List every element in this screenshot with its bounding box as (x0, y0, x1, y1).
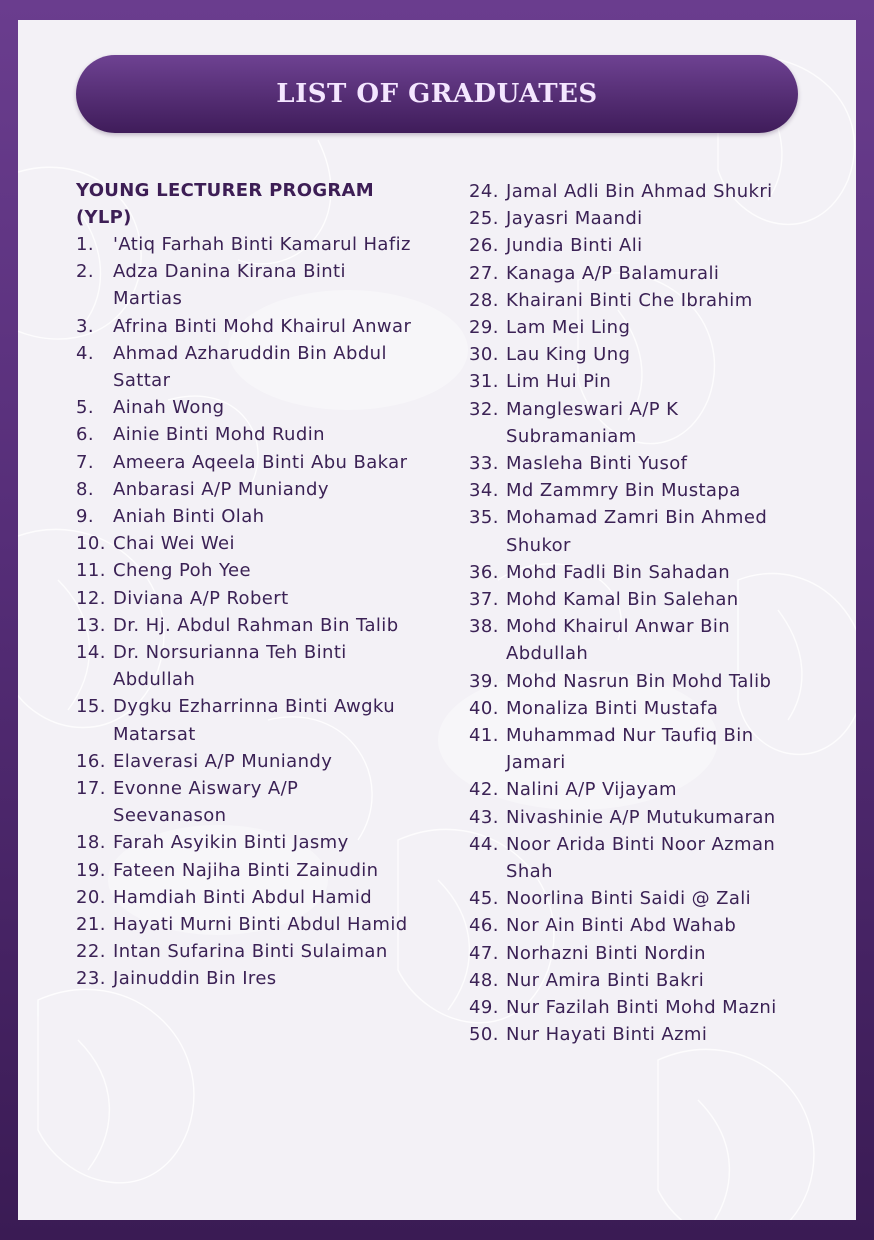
list-item (76, 449, 416, 476)
graduate-name: Nivashinie A/P Mutukumaran (506, 806, 776, 828)
graduate-name: Cheng Poh Yee (113, 560, 251, 582)
item-number: 9. (76, 506, 94, 528)
list-item (76, 585, 416, 612)
item-number: 39. (469, 670, 499, 692)
item-number: 41. (469, 725, 499, 747)
item-number: 48. (469, 969, 499, 991)
item-number: 40. (469, 697, 499, 719)
graduate-name: Dygku Ezharrinna Binti Awgku Matarsat (113, 696, 395, 745)
list-item (76, 503, 416, 530)
item-number: 19. (76, 859, 106, 881)
list-item (76, 911, 416, 938)
item-number: 32. (469, 398, 499, 420)
list-item (469, 885, 809, 912)
list-item (469, 314, 809, 341)
list-item (76, 258, 416, 312)
item-number: 16. (76, 750, 106, 772)
item-number: 21. (76, 914, 106, 936)
list-item (469, 722, 809, 776)
item-number: 44. (469, 833, 499, 855)
item-number: 7. (76, 451, 94, 473)
graduate-name: Nor Ain Binti Abd Wahab (506, 915, 737, 937)
graduate-name: Aniah Binti Olah (113, 506, 265, 528)
graduate-name: Afrina Binti Mohd Khairul Anwar (113, 315, 412, 337)
graduate-name: Hayati Murni Binti Abdul Hamid (113, 914, 408, 936)
item-number: 29. (469, 317, 499, 339)
graduate-name: Jundia Binti Ali (506, 235, 643, 257)
list-item (76, 938, 416, 965)
graduate-name: Ahmad Azharuddin Bin Abdul Sattar (113, 342, 387, 392)
item-number: 8. (76, 478, 94, 500)
graduate-name: Nur Fazilah Binti Mohd Mazni (506, 997, 777, 1019)
list-item (469, 504, 809, 558)
graduate-name: Noor Arida Binti Noor Azman Shah (506, 833, 776, 883)
item-number: 42. (469, 779, 499, 801)
item-number: 25. (469, 208, 499, 230)
graduate-name: Khairani Binti Che Ibrahim (506, 289, 753, 311)
list-item (469, 804, 809, 831)
item-number: 13. (76, 614, 106, 636)
section-title: YOUNG LECTURER PROGRAM (YLP) (76, 180, 375, 228)
graduate-name: Mohd Khairul Anwar Bin Abdullah (506, 616, 731, 665)
list-item (469, 477, 809, 504)
item-number: 49. (469, 997, 499, 1019)
list-item (76, 340, 416, 394)
list-item (469, 967, 809, 994)
item-number: 50. (469, 1024, 499, 1046)
graduate-name: Monaliza Binti Mustafa (506, 697, 719, 719)
item-number: 17. (76, 778, 106, 800)
item-number: 6. (76, 424, 94, 446)
item-number: 47. (469, 942, 499, 964)
list-item (469, 695, 809, 722)
list-item (76, 829, 416, 856)
graduate-name: Mohamad Zamri Bin Ahmed Shukor (506, 507, 768, 556)
graduate-name: Intan Sufarina Binti Sulaiman (113, 941, 388, 963)
item-number: 33. (469, 453, 499, 475)
list-item (76, 884, 416, 911)
item-number: 3. (76, 315, 94, 337)
list-item (469, 668, 809, 695)
graduate-name: Chai Wei Wei (113, 533, 235, 555)
graduate-name: Lau King Ung (506, 344, 631, 366)
item-number: 1. (76, 234, 94, 255)
list-item (469, 205, 809, 232)
graduate-name: Fateen Najiha Binti Zainudin (113, 859, 379, 881)
graduate-name: Mohd Nasrun Bin Mohd Talib (506, 670, 772, 692)
list-item (469, 831, 809, 885)
list-item (76, 530, 416, 557)
list-item (76, 639, 416, 693)
list-item (76, 965, 416, 992)
list-item (469, 912, 809, 939)
list-item (469, 613, 809, 667)
item-number: 23. (76, 968, 106, 990)
graduate-name: Diviana A/P Robert (113, 587, 289, 609)
graduate-name: Ainie Binti Mohd Rudin (113, 424, 325, 446)
item-number: 35. (469, 507, 499, 529)
graduate-name: Noorlina Binti Saidi @ Zali (506, 888, 752, 910)
list-item (76, 313, 416, 340)
item-number: 43. (469, 806, 499, 828)
graduates-list-right (469, 178, 809, 1049)
graduate-name: Mohd Kamal Bin Salehan (506, 589, 739, 611)
item-number: 18. (76, 832, 106, 854)
graduate-name: Jainuddin Bin Ires (113, 968, 277, 990)
item-number: 28. (469, 289, 499, 311)
item-number: 34. (469, 480, 499, 502)
content-panel (18, 20, 856, 1220)
page-title: LIST OF GRADUATES (276, 79, 598, 109)
list-item (469, 586, 809, 613)
graduate-name: Farah Asyikin Binti Jasmy (113, 832, 349, 854)
graduate-name: Md Zammry Bin Mustapa (506, 480, 741, 502)
item-number: 10. (76, 533, 106, 555)
graduates-column-left (76, 178, 416, 993)
list-item (469, 450, 809, 477)
item-number: 12. (76, 587, 106, 609)
title-banner (76, 55, 798, 133)
graduate-name: Kanaga A/P Balamurali (506, 262, 720, 284)
list-item (469, 559, 809, 586)
item-number: 4. (76, 342, 94, 364)
graduate-name: Lam Mei Ling (506, 317, 631, 339)
list-item (76, 612, 416, 639)
item-number: 5. (76, 397, 94, 419)
graduate-name: Nur Hayati Binti Azmi (506, 1024, 708, 1046)
graduates-column-right (469, 178, 809, 1049)
item-number: 26. (469, 235, 499, 257)
graduate-name: Anbarasi A/P Muniandy (113, 478, 329, 500)
item-number: 30. (469, 344, 499, 366)
list-item (469, 260, 809, 287)
list-item (469, 287, 809, 314)
list-item (76, 557, 416, 584)
item-number: 24. (469, 181, 499, 202)
item-number: 14. (76, 642, 106, 664)
list-item (76, 231, 416, 258)
list-item (469, 940, 809, 967)
graduate-name: Muhammad Nur Taufiq Bin Jamari (506, 725, 754, 774)
list-item (76, 748, 416, 775)
graduate-name: Dr. Norsurianna Teh Binti Abdullah (113, 642, 347, 691)
graduate-name: Jayasri Maandi (506, 208, 643, 230)
graduate-name: Elaverasi A/P Muniandy (113, 750, 333, 772)
item-number: 11. (76, 560, 106, 582)
graduate-name: Ainah Wong (113, 397, 225, 419)
list-item (76, 476, 416, 503)
graduate-name: Masleha Binti Yusof (506, 453, 688, 475)
graduates-list-left (76, 231, 416, 993)
list-item (469, 1021, 809, 1048)
item-number: 20. (76, 886, 106, 908)
list-item (76, 394, 416, 421)
list-item (469, 341, 809, 368)
graduate-name: Ameera Aqeela Binti Abu Bakar (113, 451, 408, 473)
item-number: 31. (469, 371, 499, 393)
graduate-name: Adza Danina Kirana Binti Martias (113, 261, 346, 310)
graduate-name: Lim Hui Pin (506, 371, 612, 393)
list-item (469, 232, 809, 259)
item-number: 46. (469, 915, 499, 937)
list-item (76, 693, 416, 747)
graduate-name: Jamal Adli Bin Ahmad Shukri (506, 181, 773, 202)
list-item (469, 776, 809, 803)
item-number: 36. (469, 561, 499, 583)
item-number: 38. (469, 616, 499, 638)
list-item (76, 857, 416, 884)
graduate-name: Nur Amira Binti Bakri (506, 969, 705, 991)
graduate-name: Norhazni Binti Nordin (506, 942, 706, 964)
graduate-name: Evonne Aiswary A/P Seevanason (113, 778, 299, 827)
list-item (469, 396, 809, 450)
list-item (469, 178, 809, 205)
list-item (76, 775, 416, 829)
item-number: 27. (469, 262, 499, 284)
graduate-name: 'Atiq Farhah Binti Kamarul Hafiz (113, 234, 411, 255)
item-number: 22. (76, 941, 106, 963)
graduate-name: Hamdiah Binti Abdul Hamid (113, 886, 373, 908)
item-number: 37. (469, 589, 499, 611)
graduate-name: Mohd Fadli Bin Sahadan (506, 561, 731, 583)
graduate-name: Mangleswari A/P K Subramaniam (506, 398, 679, 447)
item-number: 2. (76, 261, 94, 283)
graduate-name: Nalini A/P Vijayam (506, 779, 677, 801)
graduate-name: Dr. Hj. Abdul Rahman Bin Talib (113, 614, 399, 636)
list-item (76, 421, 416, 448)
list-item (469, 368, 809, 395)
list-item (469, 994, 809, 1021)
item-number: 45. (469, 888, 499, 910)
item-number: 15. (76, 696, 106, 718)
